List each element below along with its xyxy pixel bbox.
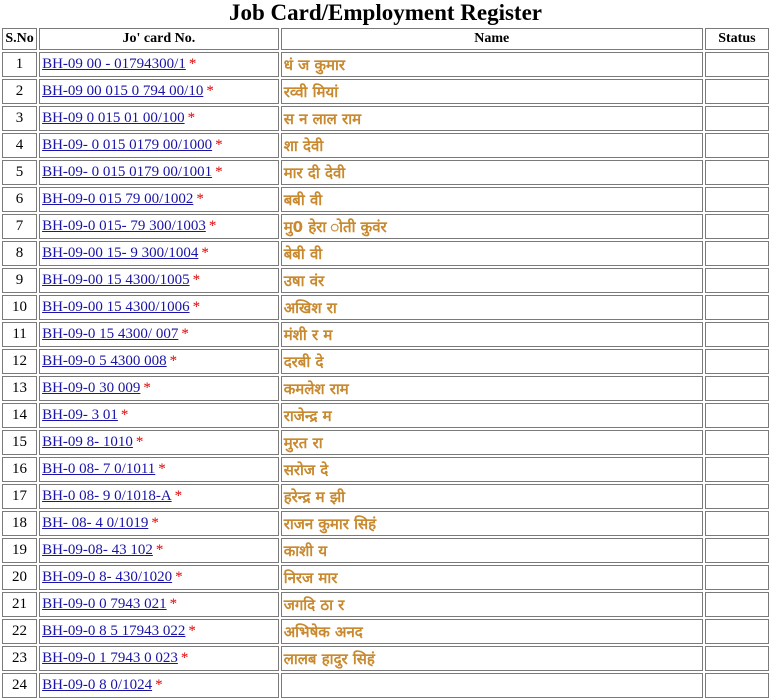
worker-name: मार दी देवी: [281, 160, 703, 185]
required-star: *: [169, 596, 178, 612]
column-header-jobcard: Jo' card No.: [39, 28, 279, 50]
worker-name: मुरत रा: [281, 430, 703, 455]
jobcard-link[interactable]: BH-09 0 015 01 00/100: [42, 110, 185, 126]
jobcard-cell: [39, 133, 279, 158]
table-row: [2, 268, 769, 293]
row-serial-number: 13: [2, 376, 37, 401]
row-serial-number: 23: [2, 646, 37, 671]
status-cell: [705, 619, 769, 644]
jobcard-cell: [39, 592, 279, 617]
row-serial-number: 9: [2, 268, 37, 293]
jobcard-link[interactable]: BH-09 00 015 0 794 00/10: [42, 83, 204, 99]
worker-name: रव्वी मियां: [281, 79, 703, 104]
jobcard-link[interactable]: BH-09-0 1 7943 0 023: [42, 650, 178, 666]
table-row: [2, 187, 769, 212]
jobcard-link[interactable]: BH- 08- 4 0/1019: [42, 515, 149, 531]
column-header-name: Name: [281, 28, 703, 50]
worker-name: मंशी र म: [281, 322, 703, 347]
row-serial-number: 12: [2, 349, 37, 374]
row-serial-number: 1: [2, 52, 37, 77]
required-star: *: [208, 218, 217, 234]
status-cell: [705, 646, 769, 671]
table-row: [2, 538, 769, 563]
row-serial-number: 16: [2, 457, 37, 482]
required-star: *: [206, 83, 214, 99]
row-serial-number: 22: [2, 619, 37, 644]
status-cell: [705, 484, 769, 509]
row-serial-number: 17: [2, 484, 37, 509]
row-serial-number: 15: [2, 430, 37, 455]
required-star: *: [155, 677, 163, 693]
required-star: *: [158, 461, 166, 477]
row-serial-number: 3: [2, 106, 37, 131]
status-cell: [705, 160, 769, 185]
status-cell: [705, 268, 769, 293]
table-row: [2, 376, 769, 401]
required-star: *: [188, 623, 196, 639]
worker-name: निरज मार: [281, 565, 703, 590]
status-cell: [705, 295, 769, 320]
jobcard-link[interactable]: BH-09-0 015- 79 300/1003: [42, 218, 206, 234]
jobcard-cell: [39, 295, 279, 320]
jobcard-cell: [39, 646, 279, 671]
required-star: *: [175, 569, 183, 585]
jobcard-cell: [39, 187, 279, 212]
status-cell: [705, 349, 769, 374]
table-row: [2, 295, 769, 320]
jobcard-cell: [39, 484, 279, 509]
table-row: [2, 457, 769, 482]
status-cell: [705, 214, 769, 239]
jobcard-link[interactable]: BH-09-0 8- 430/1020: [42, 569, 173, 585]
jobcard-cell: [39, 403, 279, 428]
worker-name: लालब हादुर सिहं: [281, 646, 703, 671]
required-star: *: [188, 56, 197, 72]
required-star: *: [135, 434, 144, 450]
jobcard-link[interactable]: BH-09-00 15- 9 300/1004: [42, 245, 199, 261]
jobcard-cell: [39, 457, 279, 482]
required-star: *: [151, 515, 159, 531]
required-star: *: [155, 542, 164, 558]
worker-name: जगदि ठा र: [281, 592, 703, 617]
table-row: [2, 565, 769, 590]
jobcard-link[interactable]: BH-09-0 0 7943 021: [42, 596, 167, 612]
worker-name: सरोज दे: [281, 457, 703, 482]
table-row: [2, 592, 769, 617]
required-star: *: [187, 110, 196, 126]
status-cell: [705, 673, 769, 698]
table-row: [2, 349, 769, 374]
table-row: [2, 241, 769, 266]
status-cell: [705, 52, 769, 77]
row-serial-number: 5: [2, 160, 37, 185]
worker-name: शा देवी: [281, 133, 703, 158]
required-star: *: [181, 326, 189, 342]
required-star: *: [201, 245, 209, 261]
worker-name: अखिश रा: [281, 295, 703, 320]
jobcard-link[interactable]: BH-0 08- 7 0/1011: [42, 461, 156, 477]
status-cell: [705, 403, 769, 428]
status-cell: [705, 592, 769, 617]
row-serial-number: 11: [2, 322, 37, 347]
row-serial-number: 10: [2, 295, 37, 320]
jobcard-link[interactable]: BH-09-0 15 4300/ 007: [42, 326, 179, 342]
status-cell: [705, 430, 769, 455]
column-header-sno: S.No: [2, 28, 37, 50]
jobcard-link[interactable]: BH-09- 3 01: [42, 407, 118, 423]
jobcard-link[interactable]: BH-09-0 8 0/1024: [42, 677, 153, 693]
jobcard-cell: [39, 619, 279, 644]
jobcard-link[interactable]: BH-09-0 8 5 17943 022: [42, 623, 186, 639]
row-serial-number: 14: [2, 403, 37, 428]
worker-name: मु0 हेरा ोती कुवंर: [281, 214, 703, 239]
status-cell: [705, 457, 769, 482]
page-title: Job Card/Employment Register: [228, 0, 543, 25]
jobcard-link[interactable]: BH-09- 0 015 0179 00/1000: [42, 137, 213, 153]
table-row: [2, 322, 769, 347]
status-cell: [705, 187, 769, 212]
worker-name: कमलेश राम: [281, 376, 703, 401]
table-row: [2, 403, 769, 428]
jobcard-cell: [39, 538, 279, 563]
status-cell: [705, 538, 769, 563]
row-serial-number: 24: [2, 673, 37, 698]
required-star: *: [169, 353, 178, 369]
required-star: *: [192, 299, 201, 315]
row-serial-number: 8: [2, 241, 37, 266]
job-card-register-table: [0, 26, 771, 700]
status-cell: [705, 322, 769, 347]
table-row: [2, 430, 769, 455]
worker-name: धं ज कुमार: [281, 52, 703, 77]
status-cell: [705, 106, 769, 131]
required-star: *: [174, 488, 183, 504]
jobcard-cell: [39, 52, 279, 77]
worker-name: राजेन्द्र म: [281, 403, 703, 428]
table-row: [2, 511, 769, 536]
jobcard-link[interactable]: BH-09 00 - 01794300/1: [42, 56, 186, 72]
worker-name: अभिषेक अनद: [281, 619, 703, 644]
required-star: *: [192, 272, 201, 288]
jobcard-cell: [39, 376, 279, 401]
row-serial-number: 20: [2, 565, 37, 590]
required-star: *: [143, 380, 151, 396]
table-header-row: [2, 28, 769, 50]
jobcard-link[interactable]: BH-0 08- 9 0/1018-A: [42, 488, 172, 504]
jobcard-cell: [39, 79, 279, 104]
required-star: *: [196, 191, 204, 207]
status-cell: [705, 133, 769, 158]
row-serial-number: 7: [2, 214, 37, 239]
table-row: [2, 646, 769, 671]
worker-name: काशी य: [281, 538, 703, 563]
table-row: [2, 484, 769, 509]
required-star: *: [120, 407, 129, 423]
table-row: [2, 52, 769, 77]
jobcard-cell: [39, 268, 279, 293]
worker-name: उषा वंर: [281, 268, 703, 293]
worker-name: बेबी वी: [281, 241, 703, 266]
row-serial-number: 18: [2, 511, 37, 536]
jobcard-cell: [39, 430, 279, 455]
jobcard-link[interactable]: BH-09 8- 1010: [42, 434, 133, 450]
table-row: [2, 133, 769, 158]
table-row: [2, 106, 769, 131]
jobcard-cell: [39, 673, 279, 698]
jobcard-cell: [39, 322, 279, 347]
table-row: [2, 160, 769, 185]
jobcard-cell: [39, 349, 279, 374]
jobcard-link[interactable]: BH-09-0 5 4300 008: [42, 353, 167, 369]
status-cell: [705, 79, 769, 104]
jobcard-link[interactable]: BH-09-0 015 79 00/1002: [42, 191, 194, 207]
status-cell: [705, 241, 769, 266]
worker-name: राजन कुमार सिहं: [281, 511, 703, 536]
worker-name: [281, 673, 703, 698]
jobcard-cell: [39, 565, 279, 590]
status-cell: [705, 376, 769, 401]
required-star: *: [180, 650, 189, 666]
jobcard-link[interactable]: BH-09-00 15 4300/1005: [42, 272, 190, 288]
table-row: [2, 79, 769, 104]
jobcard-link[interactable]: BH-09-08- 43 102: [42, 542, 153, 558]
required-star: *: [215, 137, 223, 153]
required-star: *: [215, 164, 223, 180]
worker-name: हरेन्द्र म झी: [281, 484, 703, 509]
jobcard-cell: [39, 160, 279, 185]
jobcard-link[interactable]: BH-09-0 30 009: [42, 380, 141, 396]
jobcard-cell: [39, 214, 279, 239]
jobcard-cell: [39, 241, 279, 266]
jobcard-link[interactable]: BH-09-00 15 4300/1006: [42, 299, 190, 315]
worker-name: स न लाल राम: [281, 106, 703, 131]
row-serial-number: 19: [2, 538, 37, 563]
row-serial-number: 4: [2, 133, 37, 158]
table-row: [2, 673, 769, 698]
jobcard-link[interactable]: BH-09- 0 015 0179 00/1001: [42, 164, 213, 180]
worker-name: दरबी दे: [281, 349, 703, 374]
jobcard-cell: [39, 106, 279, 131]
table-row: [2, 214, 769, 239]
row-serial-number: 6: [2, 187, 37, 212]
worker-name: बबी वी: [281, 187, 703, 212]
status-cell: [705, 511, 769, 536]
table-body: [2, 52, 769, 698]
row-serial-number: 21: [2, 592, 37, 617]
status-cell: [705, 565, 769, 590]
table-row: [2, 619, 769, 644]
jobcard-cell: [39, 511, 279, 536]
row-serial-number: 2: [2, 79, 37, 104]
column-header-status: Status: [705, 28, 769, 50]
